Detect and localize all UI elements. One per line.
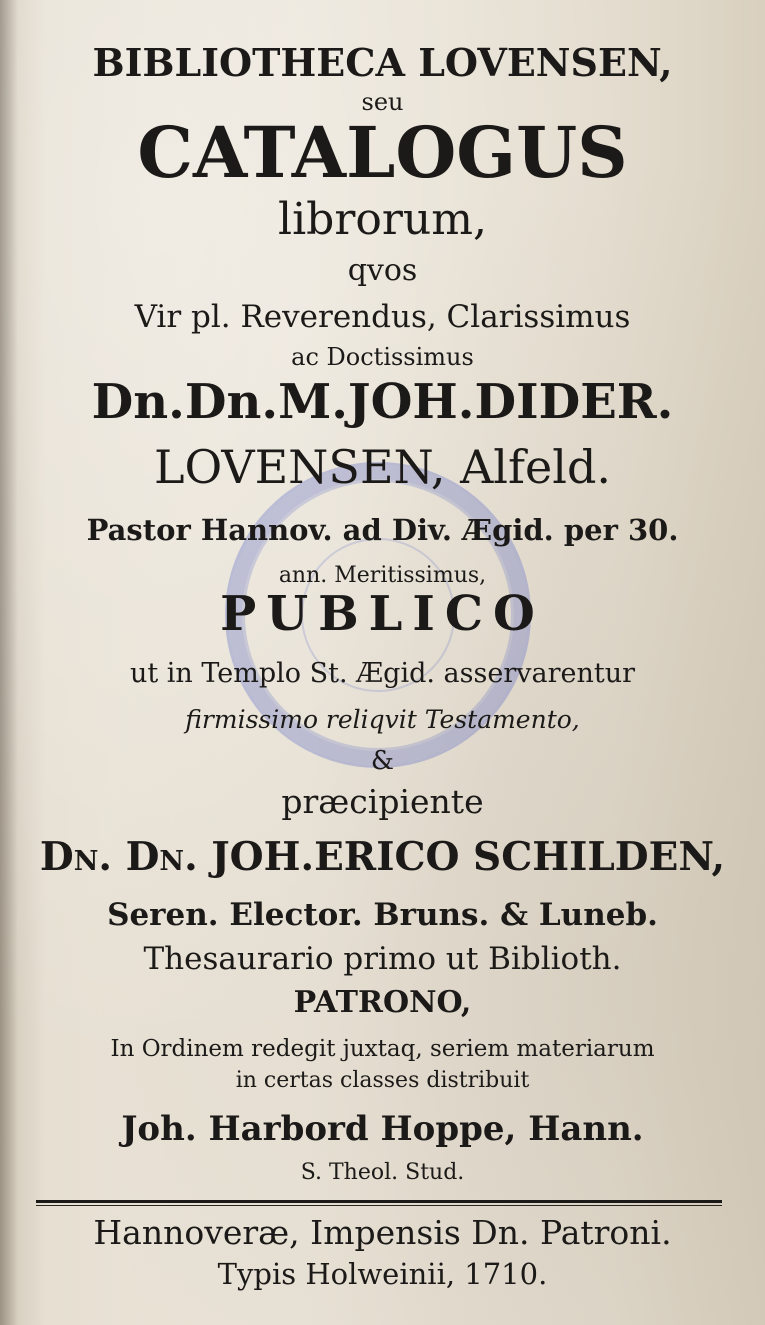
- publico-line: PUBLICO: [220, 586, 545, 642]
- testamento-line: firmissimo reliqvit Testamento,: [185, 705, 580, 734]
- elector-line: Seren. Elector. Bruns. & Luneb.: [107, 897, 658, 933]
- doctissimus-line: ac Doctissimus: [291, 343, 474, 371]
- templo-line: ut in Templo St. Ægid. asservarentur: [129, 658, 636, 689]
- ampersand-line: &: [370, 746, 395, 776]
- imprint-printer-line: Typis Holweinii, 1710.: [217, 1257, 548, 1291]
- compiler-line: Joh. Harbord Hoppe, Hann.: [121, 1109, 644, 1149]
- pastor-line: Pastor Hannov. ad Div. Ægid. per 30.: [86, 513, 679, 547]
- librorum-line: librorum,: [278, 194, 487, 245]
- qvos-line: qvos: [347, 253, 418, 288]
- ordinem-line: In Ordinem redegit juxtaq, seriem materiarum: [110, 1036, 655, 1062]
- theol-stud-line: S. Theol. Stud.: [300, 1160, 465, 1185]
- author-surname-line: LOVENSEN, Alfeld.: [153, 440, 612, 494]
- thesaurario-line: Thesaurario primo ut Biblioth.: [143, 941, 622, 977]
- patron-name-line: Dn. Dn. JOH.ERICO SCHILDEN,: [39, 834, 726, 880]
- title-connector: seu: [361, 88, 404, 116]
- main-title: BIBLIOTHECA LOVENSEN,: [92, 40, 673, 85]
- author-name-line: Dn.Dn.M.JOH.DIDER.: [91, 374, 674, 430]
- imprint-divider-thin: [36, 1205, 722, 1206]
- praecipiente-line: præcipiente: [281, 782, 484, 821]
- catalogus-title: CATALOGUS: [137, 111, 628, 194]
- meritissimus-line: ann. Meritissimus,: [278, 563, 487, 588]
- patrono-line: PATRONO,: [293, 985, 472, 1020]
- classes-line: in certas classes distribuit: [235, 1068, 530, 1093]
- imprint-place-line: Hannoveræ, Impensis Dn. Patroni.: [93, 1213, 672, 1252]
- imprint-divider: [36, 1200, 722, 1203]
- honorific-line: Vir pl. Reverendus, Clarissimus: [134, 299, 631, 335]
